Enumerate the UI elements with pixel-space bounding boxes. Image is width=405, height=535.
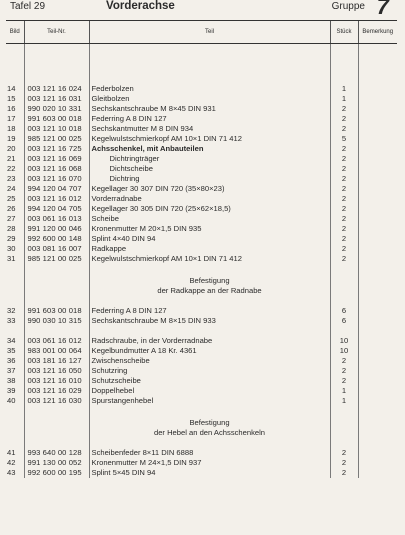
part-number: 992 600 00 195	[24, 468, 89, 478]
part-number: 983 001 00 064	[24, 346, 89, 356]
part-number: 003 181 16 127	[24, 356, 89, 366]
part-figure-number: 35	[7, 346, 16, 355]
part-remark	[358, 306, 397, 316]
part-name: Achsschenkel, mit Anbauteilen	[89, 144, 330, 154]
part-remark	[358, 386, 397, 396]
table-row	[6, 194, 397, 204]
part-figure-number: 37	[7, 366, 16, 375]
table-row	[6, 104, 397, 114]
part-figure-number: 39	[7, 386, 16, 395]
part-name: Federbolzen	[89, 84, 330, 94]
table-row	[6, 224, 397, 234]
section-heading-row	[6, 276, 397, 286]
part-name: Kegelwulstschmierkopf AM 10×1 DIN 71 412	[89, 254, 330, 264]
table-row	[6, 164, 397, 174]
part-number: 003 121 16 024	[24, 84, 89, 94]
part-quantity: 2	[330, 184, 358, 194]
table-row	[6, 306, 397, 316]
part-name: Dichtscheibe	[89, 164, 330, 174]
part-quantity: 2	[330, 204, 358, 214]
part-name: Kegelwulstschmierkopf AM 10×1 DIN 71 412	[89, 134, 330, 144]
group-number: 7	[376, 0, 389, 19]
part-name: Scheibe	[89, 214, 330, 224]
table-row	[6, 154, 397, 164]
part-quantity: 2	[330, 124, 358, 134]
part-remark	[358, 104, 397, 114]
part-quantity: 2	[330, 144, 358, 154]
part-quantity: 2	[330, 234, 358, 244]
part-figure-number: 18	[7, 124, 16, 133]
table-row	[6, 84, 397, 94]
part-figure-number: 42	[7, 458, 16, 467]
spacer-row	[6, 74, 397, 84]
spacer-row	[6, 54, 397, 64]
part-name: Doppelhebel	[89, 386, 330, 396]
part-remark	[358, 254, 397, 264]
part-name: Sechskantschraube M 8×45 DIN 931	[89, 104, 330, 114]
part-number: 985 121 00 025	[24, 254, 89, 264]
table-row	[6, 468, 397, 478]
plate-number: Tafel 29	[10, 1, 46, 12]
section-heading-radkappe	[6, 264, 397, 306]
part-figure-number: 23	[7, 174, 16, 183]
part-figure-number: 15	[7, 94, 16, 103]
part-quantity: 6	[330, 316, 358, 326]
part-remark	[358, 214, 397, 224]
part-number: 003 061 16 013	[24, 214, 89, 224]
parts-group-hebel	[6, 448, 397, 478]
part-number: 003 121 16 725	[24, 144, 89, 154]
part-number: 003 121 16 012	[24, 194, 89, 204]
part-number: 003 121 16 069	[24, 154, 89, 164]
part-remark	[358, 244, 397, 254]
page-title: Vorderachse	[106, 0, 175, 12]
part-quantity: 2	[330, 224, 358, 234]
part-name: Splint 4×40 DIN 94	[89, 234, 330, 244]
part-quantity: 2	[330, 468, 358, 478]
section-heading-hebel	[6, 406, 397, 448]
part-remark	[358, 316, 397, 326]
part-remark	[358, 94, 397, 104]
part-number: 991 130 00 052	[24, 458, 89, 468]
table-row	[6, 386, 397, 396]
table-header	[6, 21, 397, 44]
part-figure-number: 31	[7, 254, 16, 263]
section-heading-line2: der Hebel an den Achsschenkeln	[89, 428, 330, 438]
table-row	[6, 356, 397, 366]
part-figure-number: 30	[7, 244, 16, 253]
group-label: Gruppe	[331, 1, 365, 12]
part-figure-number: 41	[7, 448, 16, 457]
section-heading-line2: der Radkappe an der Radnabe	[89, 286, 330, 296]
part-number: 003 121 16 029	[24, 386, 89, 396]
spacer-row	[6, 64, 397, 74]
part-number: 003 081 16 007	[24, 244, 89, 254]
part-name: Kegellager 30 305 DIN 720 (25×62×18,5)	[89, 204, 330, 214]
part-name: Kegellager 30 307 DIN 720 (35×80×23)	[89, 184, 330, 194]
section-heading-line1: Befestigung	[89, 418, 330, 428]
part-number: 003 121 16 031	[24, 94, 89, 104]
part-figure-number: 38	[7, 376, 16, 385]
column-header-stueck: Stück	[330, 21, 358, 44]
table-row	[6, 204, 397, 214]
part-quantity: 1	[330, 94, 358, 104]
table-row	[6, 396, 397, 406]
spacer-row	[6, 44, 397, 55]
part-name: Zwischenscheibe	[89, 356, 330, 366]
part-name: Federring A 8 DIN 127	[89, 306, 330, 316]
part-remark	[358, 154, 397, 164]
part-name: Federring A 8 DIN 127	[89, 114, 330, 124]
part-figure-number: 34	[7, 336, 16, 345]
part-number: 991 603 00 018	[24, 306, 89, 316]
part-name: Radschraube, in der Vorderradnabe	[89, 336, 330, 346]
table-row	[6, 144, 397, 154]
section-heading-row	[6, 428, 397, 438]
part-quantity: 1	[330, 396, 358, 406]
part-quantity: 2	[330, 154, 358, 164]
part-number: 994 120 04 707	[24, 184, 89, 194]
spacer-row	[6, 326, 397, 336]
part-figure-number: 28	[7, 224, 16, 233]
part-remark	[358, 336, 397, 346]
part-number: 003 121 10 018	[24, 124, 89, 134]
table-row	[6, 134, 397, 144]
part-quantity: 2	[330, 174, 358, 184]
part-remark	[358, 174, 397, 184]
part-quantity: 2	[330, 244, 358, 254]
table-row	[6, 366, 397, 376]
part-remark	[358, 194, 397, 204]
parts-table	[6, 20, 397, 478]
part-quantity: 2	[330, 164, 358, 174]
part-figure-number: 26	[7, 204, 16, 213]
part-quantity: 2	[330, 458, 358, 468]
part-remark	[358, 346, 397, 356]
part-number: 003 121 16 030	[24, 396, 89, 406]
column-header-bild: Bild	[6, 21, 24, 44]
part-name: Dichtringträger	[89, 154, 330, 164]
part-quantity: 2	[330, 114, 358, 124]
spacer-row	[6, 296, 397, 306]
part-quantity: 2	[330, 194, 358, 204]
part-number: 003 121 16 070	[24, 174, 89, 184]
part-remark	[358, 356, 397, 366]
part-figure-number: 25	[7, 194, 16, 203]
table-row	[6, 234, 397, 244]
section-heading-line1: Befestigung	[89, 276, 330, 286]
table-row	[6, 336, 397, 346]
parts-group-main	[6, 84, 397, 264]
part-name: Gleitbolzen	[89, 94, 330, 104]
part-number: 991 603 00 018	[24, 114, 89, 124]
part-name: Sechskantmutter M 8 DIN 934	[89, 124, 330, 134]
part-figure-number: 21	[7, 154, 16, 163]
part-figure-number: 36	[7, 356, 16, 365]
part-figure-number: 19	[7, 134, 16, 143]
table-row	[6, 174, 397, 184]
section-heading-row	[6, 286, 397, 296]
part-quantity: 2	[330, 254, 358, 264]
spacer-row	[6, 438, 397, 448]
part-figure-number: 20	[7, 144, 16, 153]
table-row	[6, 124, 397, 134]
part-quantity: 2	[330, 356, 358, 366]
part-name: Radkappe	[89, 244, 330, 254]
part-name: Schutzscheibe	[89, 376, 330, 386]
part-number: 985 121 00 025	[24, 134, 89, 144]
part-figure-number: 17	[7, 114, 16, 123]
part-number: 003 121 16 010	[24, 376, 89, 386]
part-quantity: 2	[330, 376, 358, 386]
part-remark	[358, 468, 397, 478]
part-remark	[358, 204, 397, 214]
part-quantity: 5	[330, 134, 358, 144]
part-figure-number: 33	[7, 316, 16, 325]
part-figure-number: 16	[7, 104, 16, 113]
part-number: 993 640 00 128	[24, 448, 89, 458]
part-remark	[358, 114, 397, 124]
spacer-row	[6, 406, 397, 418]
parts-group-radkappe	[6, 306, 397, 326]
part-quantity: 1	[330, 386, 358, 396]
part-number: 990 020 10 331	[24, 104, 89, 114]
table-row	[6, 316, 397, 326]
table-row	[6, 94, 397, 104]
part-figure-number: 27	[7, 214, 16, 223]
part-number: 994 120 04 705	[24, 204, 89, 214]
part-remark	[358, 184, 397, 194]
part-name: Splint 5×45 DIN 94	[89, 468, 330, 478]
part-quantity: 10	[330, 346, 358, 356]
part-remark	[358, 396, 397, 406]
part-quantity: 2	[330, 448, 358, 458]
part-remark	[358, 164, 397, 174]
part-remark	[358, 366, 397, 376]
part-number: 003 121 16 068	[24, 164, 89, 174]
part-figure-number: 24	[7, 184, 16, 193]
part-remark	[358, 124, 397, 134]
page-header	[6, 0, 401, 20]
part-name: Dichtring	[89, 174, 330, 184]
part-remark	[358, 448, 397, 458]
part-remark	[358, 144, 397, 154]
table-row	[6, 254, 397, 264]
table-body	[6, 44, 397, 85]
part-quantity: 10	[330, 336, 358, 346]
part-quantity: 1	[330, 84, 358, 94]
table-row	[6, 346, 397, 356]
part-figure-number: 40	[7, 396, 16, 405]
part-remark	[358, 84, 397, 94]
part-quantity: 2	[330, 214, 358, 224]
gap	[6, 326, 397, 336]
part-remark	[358, 458, 397, 468]
part-quantity: 6	[330, 306, 358, 316]
part-name: Spurstangenhebel	[89, 396, 330, 406]
part-number: 990 030 10 315	[24, 316, 89, 326]
column-header-teil: Teil	[89, 21, 330, 44]
part-name: Schutzring	[89, 366, 330, 376]
part-name: Sechskantschraube M 8×15 DIN 933	[89, 316, 330, 326]
table-row	[6, 114, 397, 124]
part-name: Kronenmutter M 24×1,5 DIN 937	[89, 458, 330, 468]
column-header-bemerkung: Bemerkung	[358, 21, 397, 44]
part-quantity: 2	[330, 366, 358, 376]
table-row	[6, 448, 397, 458]
part-quantity: 2	[330, 104, 358, 114]
part-figure-number: 14	[7, 84, 16, 93]
section-heading-row	[6, 418, 397, 428]
table-row	[6, 184, 397, 194]
part-remark	[358, 134, 397, 144]
table-row	[6, 244, 397, 254]
part-name: Scheibenfeder 8×11 DIN 6888	[89, 448, 330, 458]
part-figure-number: 43	[7, 468, 16, 477]
part-name: Kronenmutter M 20×1,5 DIN 935	[89, 224, 330, 234]
parts-group-hub	[6, 336, 397, 406]
part-number: 003 061 16 012	[24, 336, 89, 346]
column-header-teil-nr: Teil-Nr.	[24, 21, 89, 44]
part-remark	[358, 234, 397, 244]
part-number: 992 600 00 148	[24, 234, 89, 244]
part-figure-number: 22	[7, 164, 16, 173]
part-number: 991 120 00 046	[24, 224, 89, 234]
part-remark	[358, 376, 397, 386]
table-row	[6, 214, 397, 224]
table-row	[6, 376, 397, 386]
part-figure-number: 32	[7, 306, 16, 315]
table-row	[6, 458, 397, 468]
part-name: Vorderradnabe	[89, 194, 330, 204]
part-number: 003 121 16 050	[24, 366, 89, 376]
part-name: Kegelbundmutter A 18 Kr. 4361	[89, 346, 330, 356]
spacer-row	[6, 264, 397, 276]
part-figure-number: 29	[7, 234, 16, 243]
part-remark	[358, 224, 397, 234]
